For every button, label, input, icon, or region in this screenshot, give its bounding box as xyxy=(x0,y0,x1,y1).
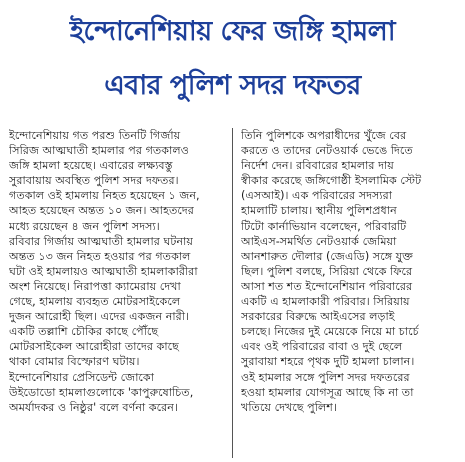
article-text-line: নির্দেশ দেন। রবিবারের হামলার দায় xyxy=(241,159,394,173)
article-text-line: তিনি পুলিশকে অপরাধীদের খুঁজে বের xyxy=(241,129,407,142)
article-text-line: মধ্যে রয়েছেন ৪ জন পুলিশ সদস্য। xyxy=(9,219,160,233)
article-text-line: উইডোডো হামলাগুলোকে 'কাপুরুষোচিত, xyxy=(9,385,194,399)
article-text-line: ইন্দোনেশিয়ায় গত পরশু তিনটি গির্জায় xyxy=(9,129,181,142)
article-text-line: হামলাটি চালায়। স্থানীয় পুলিশপ্রধান xyxy=(241,204,397,218)
article-text-line: সুরাবায়া শহরে পৃথক দুটি হামলা চালান। xyxy=(241,355,415,369)
article-text-line: ঘটা ওই হামলায়ও আত্মঘাতী হামলাকারীরা xyxy=(9,264,198,278)
headline-line-1: ইন্দোনেশিয়ায় ফের জঙ্গি হামলা xyxy=(69,16,396,47)
article-text-line: চলছে। নিজের দুই মেয়েকে নিয়ে মা চার্চে xyxy=(241,325,419,339)
article-column-left xyxy=(9,128,223,415)
article-text-line: থাকা বোমার বিস্ফোরণ ঘটায়। xyxy=(9,355,140,369)
article-text-line: ইন্দোনেশিয়ার প্রেসিডেন্ট জোকো xyxy=(9,370,154,384)
article-text-line: জঙ্গি হামলা হয়েছে। এবারের লক্ষ্যবস্তু xyxy=(9,159,173,173)
article-text-line: অন্তত ১৩ জন নিহত হওয়ার পর গতকাল xyxy=(9,249,191,263)
article-text-line: স্বীকার করেছে জঙ্গিগোষ্ঠী ইসলামিক স্টেট xyxy=(241,174,422,188)
article-text-line: এবং ওই পরিবারের বাবা ও দুই ছেলে xyxy=(241,340,403,354)
article-text-line: সিরিজ আত্মঘাতী হামলার পর গতকালও xyxy=(9,144,189,158)
article-text-line: আইএস-সমর্থিত নেটওয়ার্ক জেমিয়া xyxy=(241,234,397,248)
article-text-line: গতকাল ওই হামলায় নিহত হয়েছেন ১ জন, xyxy=(9,189,200,203)
article-text-line: মোটরসাইকেল আরোহীরা তাদের কাছে xyxy=(9,340,179,354)
article-text-line: আনশারুত দৌলার (জেএডি) সঙ্গে যুক্ত xyxy=(241,249,413,263)
article-text-line: (এসআই)। এক পরিবারের সদস্যরা xyxy=(241,189,393,203)
article-text-line: একটি এ হামলাকারী পরিবার। সিরিয়ায় xyxy=(241,295,410,309)
article-text-line: আসা শত শত ইন্দোনেশিয়ান পরিবারের xyxy=(241,279,413,293)
article-text-line: রবিবার গির্জায় আত্মঘাতী হামলার ঘটনায় xyxy=(9,234,193,248)
article-text-line: দুজন আরোহী ছিল। এদের একজন নারী। xyxy=(9,310,190,324)
column-divider xyxy=(232,128,233,458)
article-text-line: গেছে, হামলায় ব্যবহৃত মোটরসাইকেলে xyxy=(9,295,181,309)
article-text-line: অমর্যাদকর ও নিষ্ঠুর' বলে বর্ণনা করেন। xyxy=(9,400,178,414)
article-text-line: টিটো কার্নাভিয়ান বলেছেন, পরিবারটি xyxy=(241,219,407,233)
article-text-line: খতিয়ে দেখছে পুলিশ। xyxy=(241,400,337,414)
article-text-line: ওই হামলার সঙ্গে পুলিশ সদর দফতরের xyxy=(241,370,410,384)
article-text-line: সরকারের বিরুদ্ধে আইএসের লড়াই xyxy=(241,310,395,324)
article-column-right xyxy=(241,128,457,415)
article-text-line: অংশ নিয়েছে। নিরাপত্তা ক্যামেরায় দেখা xyxy=(9,279,181,293)
headline-line-2: এবার পুলিশ সদর দফতর xyxy=(104,70,361,101)
article-text-line: হওয়া হামলার যোগসূত্র আছে কি না তা xyxy=(241,385,414,399)
article-text-line: করতে ও তাদের নেটওয়ার্ক ভেঙে দিতে xyxy=(241,144,413,158)
article-text-line: ছিল। পুলিশ বলছে, সিরিয়া থেকে ফিরে xyxy=(241,264,413,278)
article-text-line: একটি তল্লাশি চৌকির কাছে পৌঁছে xyxy=(9,325,159,339)
article-text-line: আহত হয়েছেন অন্তত ১০ জন। আহতদের xyxy=(9,204,194,218)
article-text-line: সুরাবায়ায় অবস্থিত পুলিশ সদর দফতর। xyxy=(9,174,179,188)
